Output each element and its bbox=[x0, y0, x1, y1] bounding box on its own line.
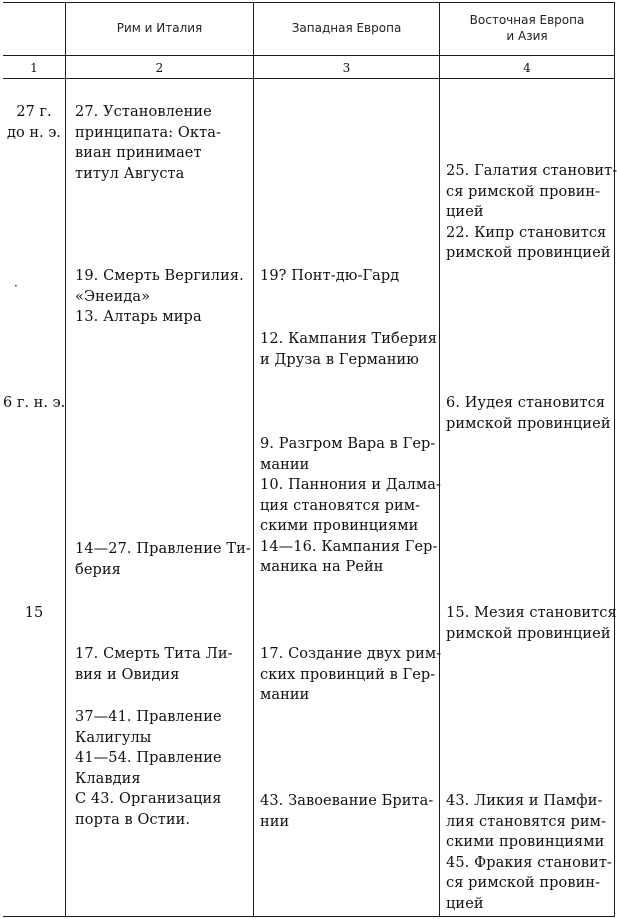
west-entry-pont-du-gard: 19? Понт-дю-Гард bbox=[260, 268, 400, 284]
date-15: 15 bbox=[24, 605, 44, 621]
rome-entry-tiberius: 14—27. Правление Ти- берия bbox=[75, 541, 251, 578]
table-right-border bbox=[614, 2, 615, 917]
rome-entry-caligula-claudius: 37—41. Правление Калигулы 41—54. Правление Клавдия С 43. Организация порта в Остии. bbox=[75, 709, 222, 828]
east-entry-galatia-cyprus: 25. Галатия становит- ся римской провин- цией 22. Кипр становится римской провинцией bbox=[446, 163, 617, 261]
rome-entry-livy-ovid: 17. Смерть Тита Ли- вия и Овидия bbox=[75, 646, 233, 683]
east-entry-moesia: 15. Мезия становится римской провинцией bbox=[446, 605, 617, 642]
rome-entry-principate: 27. Установление принципата: Окта- виан принимает титул Августа bbox=[75, 104, 221, 182]
header-eastern-europe-asia: Восточная Европа и Азия bbox=[469, 13, 585, 43]
date-dot-mark: · bbox=[14, 279, 18, 293]
west-entry-tiberius-drusus: 12. Кампания Тиберия и Друза в Германию bbox=[260, 331, 437, 368]
west-entry-germany-provinces: 17. Создание двух рим- ских провинций в Гер- мании bbox=[260, 646, 442, 703]
rome-entry-vergil: 19. Смерть Вергилия. «Энеида» 13. Алтарь мира bbox=[75, 268, 244, 325]
table-top-rule bbox=[3, 2, 615, 3]
date-27-bc: 27 г. до н. э. bbox=[7, 104, 61, 141]
date-6-ad: 6 г. н. э. bbox=[3, 395, 66, 411]
column-number-1: 1 bbox=[30, 61, 38, 75]
west-entry-britain: 43. Завоевание Брита- нии bbox=[260, 793, 434, 830]
table-bottom-rule bbox=[3, 916, 615, 917]
header-bottom-rule bbox=[3, 55, 615, 56]
header-rome-italy: Рим и Италия bbox=[116, 21, 203, 35]
column-number-4: 4 bbox=[523, 61, 531, 75]
column-number-2: 2 bbox=[155, 61, 164, 75]
column-divider-2 bbox=[253, 2, 254, 917]
east-entry-judea: 6. Иудея становится римской провинцией bbox=[446, 395, 611, 432]
column-divider-1 bbox=[65, 2, 66, 917]
column-number-3: 3 bbox=[342, 61, 351, 75]
column-numbers-bottom-rule bbox=[3, 78, 615, 79]
header-western-europe: Западная Европа bbox=[291, 21, 402, 35]
east-entry-lycia-thrace: 43. Ликия и Памфи- лия становятся рим- скими провинциями 45. Фракия становит- ся римской провин- цией bbox=[446, 793, 613, 912]
west-entry-varus-pannonia: 9. Разгром Вара в Гер- мании 10. Паннония и Далма- ция становятся рим- скими провинциями 14—16. Кампания Гер- маника на Рейн bbox=[260, 436, 441, 575]
